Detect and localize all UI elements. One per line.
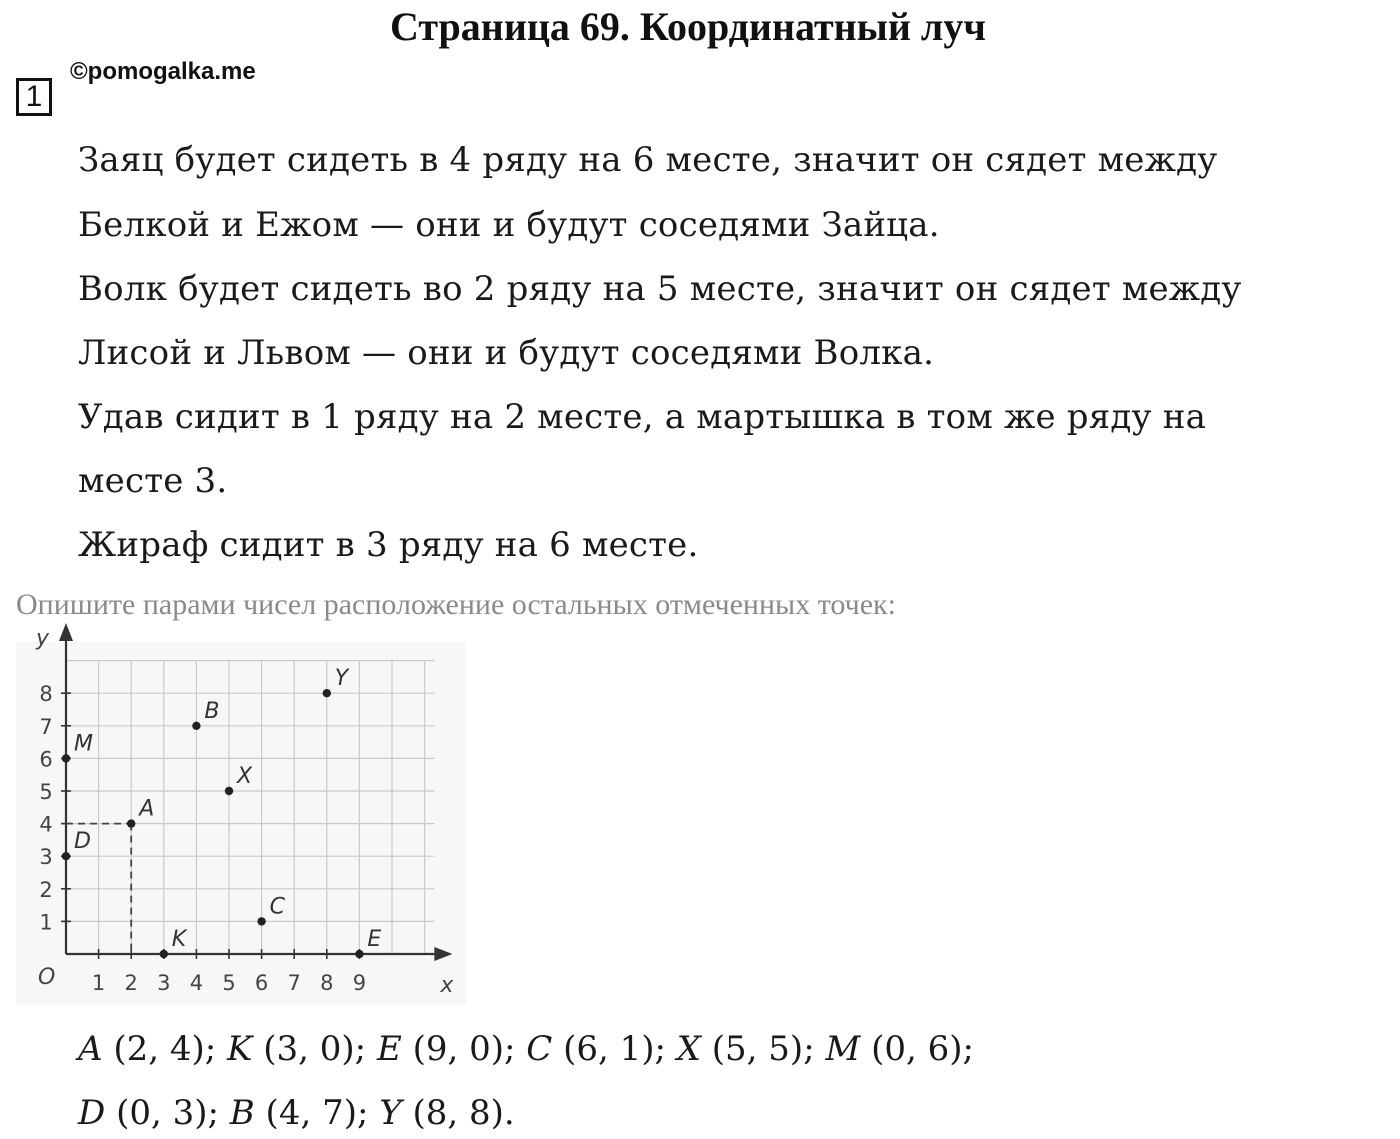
answer-point-coords: (0, 3) [105, 1093, 208, 1133]
x-tick-label: 9 [352, 971, 367, 995]
answer-item-D [78, 1093, 230, 1133]
y-tick-label: 2 [39, 877, 53, 902]
x-tick-label: 7 [287, 971, 301, 995]
x-tick-label: 2 [124, 971, 138, 995]
answer-separator: . [503, 1093, 515, 1133]
paragraph-line: Белкой и Ежом — они и будут соседями Зайца. [78, 205, 940, 245]
exercise-prompt: Опишите парами чисел расположение остальных отмеченных точек: [16, 588, 896, 621]
y-tick-label: 8 [39, 682, 53, 707]
answer-point-label: C [526, 1029, 553, 1069]
answer-point-label: Y [379, 1093, 402, 1133]
answer-separator: ; [207, 1093, 230, 1133]
x-tick-label: 3 [157, 971, 171, 995]
answer-item-B [230, 1093, 379, 1133]
point-A [127, 819, 135, 827]
task-number-box [16, 78, 52, 116]
point-label-K: K [171, 927, 187, 952]
answer-item-C [526, 1029, 677, 1069]
point-label-B: B [204, 698, 220, 724]
answer-item-K [227, 1029, 377, 1069]
y-axis-label: y [36, 626, 50, 652]
answer-point-coords: (2, 4) [102, 1029, 205, 1069]
point-M [62, 754, 70, 762]
answer-point-coords: (9, 0) [401, 1029, 504, 1069]
point-label-C: C [269, 894, 285, 920]
x-tick-label: 1 [91, 971, 106, 995]
answer-item-Y [379, 1093, 514, 1133]
x-tick-label: 6 [254, 971, 269, 995]
paragraph-line: Лисой и Львом — они и будут соседями Волка. [78, 333, 935, 373]
coordinate-plane [16, 626, 466, 1004]
answer-point-label: K [227, 1029, 253, 1069]
point-label-Y: Y [334, 666, 349, 692]
point-label-X: X [237, 764, 253, 789]
x-tick-label: 4 [189, 971, 204, 995]
origin-label: O [38, 965, 56, 990]
answer-point-coords: (4, 7) [254, 1093, 357, 1133]
paragraph-line: Волк будет сидеть во 2 ряду на 5 месте, значит он сядет между [78, 269, 1242, 309]
answer-point-coords: (3, 0) [252, 1029, 355, 1069]
answer-line-2 [78, 1091, 515, 1135]
point-X [225, 787, 233, 795]
x-tick-label: 5 [222, 971, 236, 995]
y-tick-label: 3 [39, 845, 53, 870]
paragraph-line: месте 3. [78, 461, 228, 501]
answer-point-coords: (8, 8) [401, 1093, 504, 1133]
paragraph-line: Удав сидит в 1 ряду на 2 месте, а мартышка в том же ряду на [78, 397, 1207, 437]
point-label-A: A [139, 796, 155, 822]
point-Y [323, 689, 331, 697]
answer-item-M [825, 1029, 974, 1069]
answer-point-coords: (5, 5) [700, 1029, 804, 1069]
answer-point-label: E [376, 1029, 402, 1069]
y-tick-label: 1 [39, 910, 53, 935]
coordinate-plane-figure [16, 626, 466, 1004]
point-C [257, 917, 265, 925]
x-axis-arrow-icon [434, 947, 452, 961]
point-B [192, 722, 200, 730]
y-tick-label: 7 [39, 714, 53, 739]
x-tick-label: 8 [320, 971, 334, 995]
answer-point-label: D [78, 1093, 106, 1133]
answer-separator: ; [962, 1029, 974, 1069]
answer-separator: ; [354, 1029, 377, 1069]
page-title: Страница 69. Координатный луч [390, 4, 986, 49]
paragraph-line: Заяц будет сидеть в 4 ряду на 6 месте, значит он сядет между [78, 140, 1218, 180]
point-label-E: E [367, 927, 382, 952]
answer-separator: ; [503, 1029, 527, 1069]
answer-point-coords: (0, 6) [860, 1029, 963, 1069]
y-tick-label: 6 [39, 747, 53, 772]
answer-point-label: B [229, 1093, 255, 1133]
watermark: ©pomogalka.me [70, 58, 256, 85]
y-tick-label: 4 [39, 812, 53, 837]
answer-separator: ; [356, 1093, 380, 1133]
point-E [355, 950, 363, 958]
answer-line-1 [78, 1027, 974, 1071]
point-label-D: D [74, 829, 91, 855]
y-tick-label: 5 [39, 780, 53, 804]
point-label-M: M [74, 731, 93, 757]
y-axis-arrow-icon [59, 623, 73, 641]
answer-point-label: M [825, 1029, 861, 1069]
answer-separator: ; [654, 1029, 677, 1069]
answer-point-label: A [78, 1029, 103, 1069]
x-axis-label: x [440, 973, 454, 998]
answer-item-E [377, 1029, 526, 1069]
point-D [62, 852, 70, 860]
answer-separator: ; [204, 1029, 228, 1069]
answer-separator: ; [803, 1029, 826, 1069]
answer-point-coords: (6, 1) [552, 1029, 655, 1069]
answer-item-X [677, 1029, 826, 1069]
answer-item-A [78, 1029, 227, 1069]
paragraph-line: Жираф сидит в 3 ряду на 6 месте. [78, 525, 699, 565]
point-K [160, 950, 168, 958]
answer-point-label: X [676, 1029, 701, 1069]
task-number: 1 [25, 80, 43, 113]
